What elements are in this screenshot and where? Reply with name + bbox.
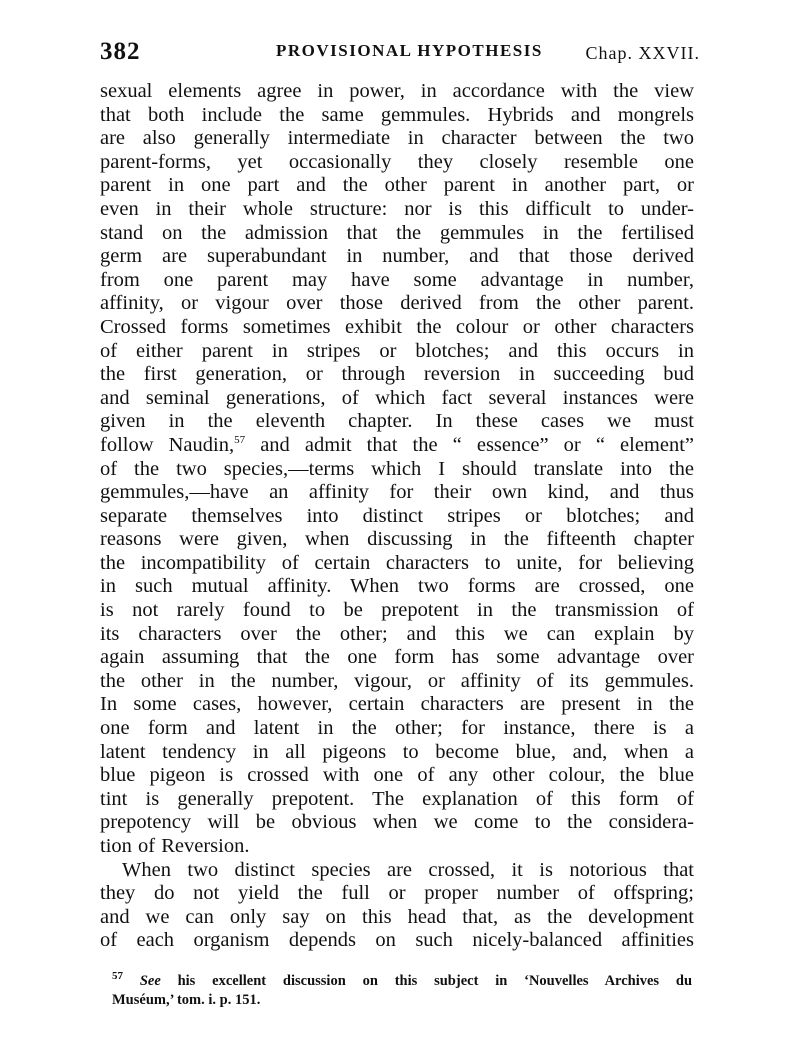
text-line: tint is generally prepotent. The explanation of this form of <box>100 787 694 810</box>
body-text <box>100 80 694 953</box>
text-line: the other in the number, vigour, or affinity of its gemmules. <box>100 669 694 692</box>
text-line: sexual elements agree in power, in accordance with the view <box>100 80 694 102</box>
text-line: and seminal generations, of which fact several instances were <box>100 386 694 409</box>
footnote-marker: 57 <box>112 970 123 983</box>
text-line: separate themselves into distinct stripes or blotches; and <box>100 504 694 527</box>
text-line: of either parent in stripes or blotches; and this occurs in <box>100 339 694 362</box>
page-number: 382 <box>100 38 141 65</box>
text-line: in such mutual affinity. When two forms are crossed, one <box>100 575 694 598</box>
text-line <box>100 434 694 458</box>
text-line: parent in one part and the other parent in another part, or <box>100 174 694 197</box>
text-line: its characters over the other; and this we can explain by <box>100 622 694 645</box>
footnote-reference: 57 <box>234 434 246 447</box>
text-line: germ are superabundant in number, and that those derived <box>100 245 694 268</box>
text-line: latent tendency in all pigeons to become blue, and, when a <box>100 740 694 763</box>
text-line: Crossed forms sometimes exhibit the colour or other characters <box>100 315 694 338</box>
text-line: and we can only say on this head that, as the development <box>100 905 694 928</box>
chapter-label: Chap. XXVII. <box>585 43 700 63</box>
text-line: In some cases, however, certain characters are present in the <box>100 693 694 716</box>
text-line: blue pigeon is crossed with one of any other colour, the blue <box>100 764 694 787</box>
text-line: are also generally intermediate in character between the two <box>100 127 694 150</box>
text-line: from one parent may have some advantage in number, <box>100 268 694 291</box>
text-line: the incompatibility of certain characters to unite, for believing <box>100 551 694 574</box>
footnote-line: Muséum,’ tom. i. p. 151. <box>112 992 261 1008</box>
footnote-see: See <box>139 973 161 989</box>
text-line: affinity, or vigour over those derived from the other parent. <box>100 292 694 315</box>
text-line: again assuming that the one form has some advantage over <box>100 646 694 669</box>
text-line: one form and latent in the other; for instance, there is a <box>100 717 694 740</box>
text-line: of the two species,—terms which I should translate into the <box>100 457 694 480</box>
running-title: PROVISIONAL HYPOTHESIS <box>276 41 543 60</box>
text-line: reasons were given, when discussing in the fifteenth chapter <box>100 528 694 551</box>
text-line: parent-forms, yet occasionally they closely resemble one <box>100 150 694 173</box>
text-line: even in their whole structure: nor is this difficult to under- <box>100 197 694 220</box>
text-line: that both include the same gemmules. Hybrids and mongrels <box>100 103 694 126</box>
text-line: the first generation, or through reversion in succeeding bud <box>100 363 694 386</box>
text-fragment: follow Naudin, <box>100 433 235 456</box>
text-line: of each organism depends on such nicely-balanced affinities <box>100 929 694 952</box>
footnote <box>112 972 692 1010</box>
text-line: given in the eleventh chapter. In these cases we must <box>100 410 694 433</box>
text-line: When two distinct species are crossed, it is notorious that <box>122 858 694 881</box>
text-fragment: and admit that the “ essence” or “ element” <box>260 433 695 456</box>
text-line: they do not yield the full or proper number of offspring; <box>100 882 694 905</box>
text-line: tion of Reversion. <box>100 835 250 857</box>
page-header <box>100 38 700 68</box>
text-line: gemmules,—have an affinity for their own kind, and thus <box>100 481 694 504</box>
footnote-text: his excellent discussion on this subject in ‘Nouvelles Archives du <box>177 973 693 989</box>
footnote-line <box>112 972 692 991</box>
text-line: stand on the admission that the gemmules in the fertilised <box>100 221 694 244</box>
text-line: is not rarely found to be prepotent in the transmission of <box>100 599 694 622</box>
text-line: prepotency will be obvious when we come to the considera- <box>100 811 694 834</box>
